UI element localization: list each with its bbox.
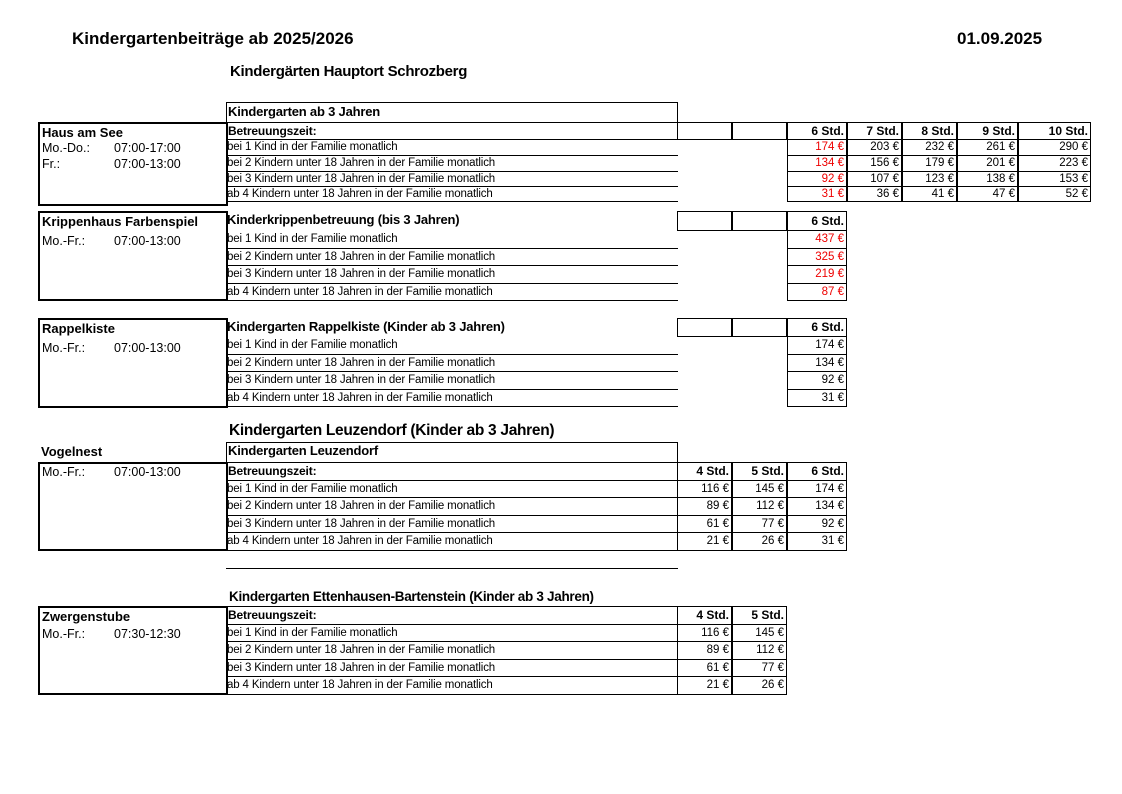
- fee-value: 31 €: [787, 390, 847, 407]
- page-title: Kindergartenbeiträge ab 2025/2026: [72, 29, 354, 48]
- opening-time: 07:30-12:30: [114, 627, 181, 641]
- facility-name: Haus am See: [42, 125, 123, 140]
- opening-time: 07:00-13:00: [114, 465, 181, 479]
- fee-value: 203 €: [847, 140, 902, 156]
- fee-value: 174 €: [787, 337, 847, 355]
- fee-value: 89 €: [677, 642, 732, 660]
- opening-time: 07:00-17:00: [114, 141, 181, 155]
- column-header: 6 Std.: [787, 122, 847, 140]
- row-label: bei 1 Kind in der Familie monatlich: [226, 140, 678, 156]
- fee-value: 61 €: [677, 660, 732, 677]
- fee-value: 112 €: [732, 642, 787, 660]
- table-title-hausamsee: Kindergarten ab 3 Jahren: [226, 102, 678, 122]
- fee-value: 92 €: [787, 372, 847, 390]
- fee-value: 219 €: [787, 266, 847, 284]
- fee-value: 232 €: [902, 140, 957, 156]
- fee-value: 52 €: [1018, 187, 1091, 202]
- fee-value: 123 €: [902, 172, 957, 187]
- fee-value: 36 €: [847, 187, 902, 202]
- fee-value: 87 €: [787, 284, 847, 301]
- row-label: bei 2 Kindern unter 18 Jahren in der Familie monatlich: [226, 498, 678, 516]
- row-label: bei 3 Kindern unter 18 Jahren in der Familie monatlich: [226, 172, 678, 187]
- fee-value: 134 €: [787, 355, 847, 372]
- row-label: ab 4 Kindern unter 18 Jahren in der Familie monatlich: [226, 284, 678, 301]
- facility-name: Zwergenstube: [42, 609, 131, 624]
- row-label: bei 3 Kindern unter 18 Jahren in der Familie monatlich: [226, 372, 678, 390]
- fee-value: 89 €: [677, 498, 732, 516]
- row-label: bei 1 Kind in der Familie monatlich: [226, 337, 678, 355]
- fee-value: 21 €: [677, 677, 732, 695]
- column-header: 10 Std.: [1018, 122, 1091, 140]
- column-header: 6 Std.: [787, 462, 847, 481]
- row-label: bei 3 Kindern unter 18 Jahren in der Familie monatlich: [226, 266, 678, 284]
- column-header: 5 Std.: [732, 462, 787, 481]
- fee-value: 134 €: [787, 156, 847, 172]
- empty-header-cell: [732, 122, 787, 140]
- column-header: 8 Std.: [902, 122, 957, 140]
- fee-value: 325 €: [787, 249, 847, 266]
- facility-name: Krippenhaus Farbenspiel: [42, 214, 199, 229]
- fee-value: 41 €: [902, 187, 957, 202]
- empty-header-cell: [677, 211, 732, 231]
- row-label: bei 3 Kindern unter 18 Jahren in der Familie monatlich: [226, 660, 678, 677]
- section-title-ettenhausen: Kindergarten Ettenhausen-Bartenstein (Kinder ab 3 Jahren): [229, 589, 594, 604]
- row-label: bei 2 Kindern unter 18 Jahren in der Familie monatlich: [226, 642, 678, 660]
- fee-value: 77 €: [732, 660, 787, 677]
- row-label: bei 3 Kindern unter 18 Jahren in der Familie monatlich: [226, 516, 678, 533]
- facility-box-vogelnest: [38, 462, 228, 551]
- column-header: 9 Std.: [957, 122, 1018, 140]
- row-label: bei 1 Kind in der Familie monatlich: [226, 481, 678, 498]
- fee-value: 31 €: [787, 187, 847, 202]
- row-label: ab 4 Kindern unter 18 Jahren in der Familie monatlich: [226, 677, 678, 695]
- row-label: bei 1 Kind in der Familie monatlich: [226, 625, 678, 642]
- facility-box-krippe: [38, 211, 228, 301]
- fee-value: 26 €: [732, 533, 787, 551]
- page-date: 01.09.2025: [957, 29, 1043, 48]
- row-label: bei 1 Kind in der Familie monatlich: [226, 231, 678, 249]
- column-header: 4 Std.: [677, 606, 732, 625]
- page-subtitle: Kindergärten Hauptort Schrozberg: [230, 63, 468, 80]
- opening-days: Mo.-Do.:: [42, 141, 90, 155]
- facility-box-rappelkiste: [38, 318, 228, 408]
- empty-header-cell: [677, 318, 732, 337]
- fee-value: 116 €: [677, 481, 732, 498]
- opening-days: Mo.-Fr.:: [42, 341, 86, 355]
- fee-value: 290 €: [1018, 140, 1091, 156]
- table-title-rappelkiste: Kindergarten Rappelkiste (Kinder ab 3 Jahren): [227, 319, 505, 334]
- fee-value: 201 €: [957, 156, 1018, 172]
- opening-time: 07:00-13:00: [114, 157, 181, 171]
- fee-value: 138 €: [957, 172, 1018, 187]
- column-header: 6 Std.: [787, 211, 847, 231]
- fee-value: 179 €: [902, 156, 957, 172]
- fee-value: 47 €: [957, 187, 1018, 202]
- row-label: bei 2 Kindern unter 18 Jahren in der Familie monatlich: [226, 156, 678, 172]
- fee-value: 223 €: [1018, 156, 1091, 172]
- opening-time: 07:00-13:00: [114, 234, 181, 248]
- facility-box-zwergenstube: [38, 606, 228, 695]
- opening-days: Mo.-Fr.:: [42, 465, 86, 479]
- facility-name: Vogelnest: [41, 444, 103, 459]
- divider: [226, 568, 678, 569]
- row-label: bei 2 Kindern unter 18 Jahren in der Familie monatlich: [226, 355, 678, 372]
- section-title-leuzendorf: Kindergarten Leuzendorf (Kinder ab 3 Jahren): [229, 422, 555, 439]
- facility-box-hausamsee: [38, 122, 228, 206]
- fee-value: 116 €: [677, 625, 732, 642]
- opening-days: Mo.-Fr.:: [42, 627, 86, 641]
- fee-value: 26 €: [732, 677, 787, 695]
- empty-header-cell: [677, 122, 732, 140]
- column-header: 6 Std.: [787, 318, 847, 337]
- facility-name: Rappelkiste: [42, 321, 115, 336]
- row-label: ab 4 Kindern unter 18 Jahren in der Familie monatlich: [226, 187, 678, 202]
- fee-value: 153 €: [1018, 172, 1091, 187]
- table-title-krippe: Kinderkrippenbetreuung (bis 3 Jahren): [227, 212, 460, 227]
- table-title-leuzendorf: Kindergarten Leuzendorf: [226, 442, 678, 462]
- fee-value: 261 €: [957, 140, 1018, 156]
- empty-header-cell: [732, 318, 787, 337]
- fee-value: 174 €: [787, 140, 847, 156]
- fee-value: 112 €: [732, 498, 787, 516]
- column-header: 4 Std.: [677, 462, 732, 481]
- fee-value: 107 €: [847, 172, 902, 187]
- fee-value: 134 €: [787, 498, 847, 516]
- label-header: Betreuungszeit:: [226, 606, 678, 625]
- column-header: 5 Std.: [732, 606, 787, 625]
- row-label: ab 4 Kindern unter 18 Jahren in der Familie monatlich: [226, 533, 678, 551]
- label-header: Betreuungszeit:: [226, 462, 678, 481]
- opening-days: Fr.:: [42, 157, 61, 171]
- row-label: bei 2 Kindern unter 18 Jahren in der Familie monatlich: [226, 249, 678, 266]
- fee-value: 92 €: [787, 516, 847, 533]
- fee-value: 61 €: [677, 516, 732, 533]
- row-label: ab 4 Kindern unter 18 Jahren in der Familie monatlich: [226, 390, 678, 407]
- fee-value: 145 €: [732, 481, 787, 498]
- fee-value: 21 €: [677, 533, 732, 551]
- fee-value: 437 €: [787, 231, 847, 249]
- opening-days: Mo.-Fr.:: [42, 234, 86, 248]
- fee-value: 156 €: [847, 156, 902, 172]
- fee-value: 145 €: [732, 625, 787, 642]
- fee-value: 31 €: [787, 533, 847, 551]
- label-header: Betreuungszeit:: [226, 122, 678, 140]
- fee-value: 174 €: [787, 481, 847, 498]
- fee-value: 92 €: [787, 172, 847, 187]
- opening-time: 07:00-13:00: [114, 341, 181, 355]
- empty-header-cell: [732, 211, 787, 231]
- fee-value: 77 €: [732, 516, 787, 533]
- column-header: 7 Std.: [847, 122, 902, 140]
